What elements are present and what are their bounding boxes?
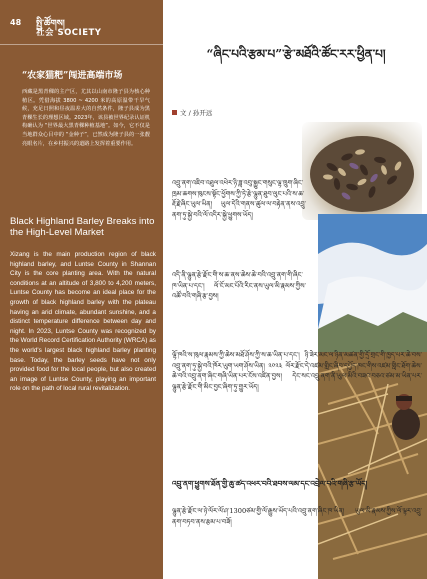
section-label-tibetan: སྤྱི་ཚོགས། <box>36 19 65 29</box>
english-title: Black Highland Barley Breaks into the High-Level Market <box>10 216 155 238</box>
divider <box>0 44 163 45</box>
author-text: 文 / 孙开远 <box>180 109 213 117</box>
accent-square-icon <box>172 110 177 115</box>
chinese-body: 西藏是黑青稞的主产区，尤其以山南市隆子县为核心种植区。凭借海拔 3800 ~ 4200 米的高原温带干旱气候，充足日照和昼夜温差大的自然条件，隆子县成为黑青稞生长的理想区域。2023年，该县被世界纪录认证机构确认为 “世界最大黑青稞种植基地”。如今，它不仅是当地群众心目中的 “金种子”，已然成为隆子县的一张靓亮眼名片，在乡村振兴的道路上发挥着重要作用。 <box>22 89 150 147</box>
article-paragraph-1: འབྲུ་ནག་འཇིབ་འཐུལ་འཕེར་ཉི་ཟླ་འབུ་སྐྱུང་གསུང་ལྷ་ཁྲུག་ཞིང་ཁྲམ་ཆགས་ཁུངས་སྟོང་ཕྱོགས་ཀྱི་ཏེ་རྩེ་ལྷུན་ཐུབ་ལུང་པའི་ས་ཆ་རྡོ་རྗེ་ཞིང་ཡུལ་ཡིན། ཡུལ་དེའི་གནས་ཚུལ་ལ་བརྟེན་ནས་འབྲུ་ནག་ཏུ་སྐྱེ་བའི་ལོ་འདིར་སྐྱེ་ཕྱུགས་ཡོད། <box>172 179 306 219</box>
author-line <box>172 108 212 117</box>
article-paragraph-4: ལྷུན་རྩེ་རྫོང་ལ་ཉེ་ལོར་ལོ་ཤ་1300ཙམ་གྱི་ལོ་རྒྱུས་ཡོད་པའི་འབྲུ་ནག་ཞིང་ཁ་ཡིན། ཡུལ་མི་རྣམས་ཀྱིས་ལོ་ལྟར་འབྲུ་ནག་བཏབ་ནས་རྩམ་པ་བཟོ། <box>172 507 422 526</box>
article-headline: “ཞིང་པའི་རྩམ་པ”་རྩེ་མཐོའི་ཚོང་རར་ཕྱིན་པ། <box>206 47 386 61</box>
article-subhead: འབྲུ་ནག་ཕྱུགས་ཐོན་གྱི་ཆུ་ཚད་འཕར་བའི་ཐབས་ལམ་དང་འབྲེལ་བའི་གཞི་རྩ་ཡོད། <box>172 479 368 488</box>
barley-grain-photo-icon <box>302 122 422 220</box>
english-body: Xizang is the main production region of black highland barley, and Luntse County in Shannan City is the core planting area. With the natural conditions at an altitude of 3,800 to 4,200 meters, Luntse County has become an ideal place for the growth of black highland barley with the plateau having an arid climate, abundant sunshine, and a distinct temperature difference between day and night. In 2023, Luntse County was recognized by the World Record Certification Authority (WRCA) as the world's largest black highland barley planting base. Today, the barley seeds have not only provided food for the local people, but also created an image of Luntse County, playing an important role on the path of local rural revitalization. <box>10 251 156 393</box>
article-paragraph-3: ལྷོ་ཁའི་ས་ཁུལ་རྣམས་ཀྱི་ཆེས་མཐོ་ཤོས་ཀྱི་ས་ཆ་ཡིན་པ་དང་། ཉི་ཟེར་མང་ལ་ཉིན་མཚན་གྱི་དྲོ་གྲང་གི་ཁྱད་པར་ཆེ་བས་འབྲུ་ནག་ཏུ་སྐྱེ་བའི་ཁོར་ཡུག་ཡག་ཤོས་ཡིན། ༢༠༢༣ ལོར་རྫོང་དེ་འཛམ་གླིང་ཞིབ་དཔྱོད་ཁང་གིས་འཛམ་གླིང་ཐོག་ཆེས་ཆེ་བའི་འབྲུ་ནག་ཞིང་གཞི་ཡིན་པར་ངོས་འཛིན་བྱས། དེང་སང་འབྲུ་ནག་ནི་ཡུལ་མིའི་བཟའ་བཅའ་ཙམ་མ་ཡིན་པར་ལྷུན་རྩེ་རྫོང་གི་མིང་བྱང་ཞིག་ཏུ་གྱུར་ཡོད། <box>172 351 422 391</box>
article-paragraph-2: འདི་ནི་ལྷུན་རྩེ་རྫོང་གི་ས་ཆ་ནས་ཆེས་ཆེ་བའི་འབྲུ་ནག་གི་ཞིང་ཁ་ཡིན་པ་དང་། ལོ་ངོ་མང་པོའི་རིང་ནས་ཡུལ་མི་རྣམས་ཀྱིས་འཚོ་བའི་གཞི་རྩ་བྱས། <box>172 271 306 301</box>
chinese-title: “农家猫粑”闯进高端市场 <box>22 71 123 81</box>
section-label: 社会 SOCIETY <box>36 28 102 38</box>
sidebar <box>0 0 163 579</box>
page-number: 48 <box>10 18 22 27</box>
